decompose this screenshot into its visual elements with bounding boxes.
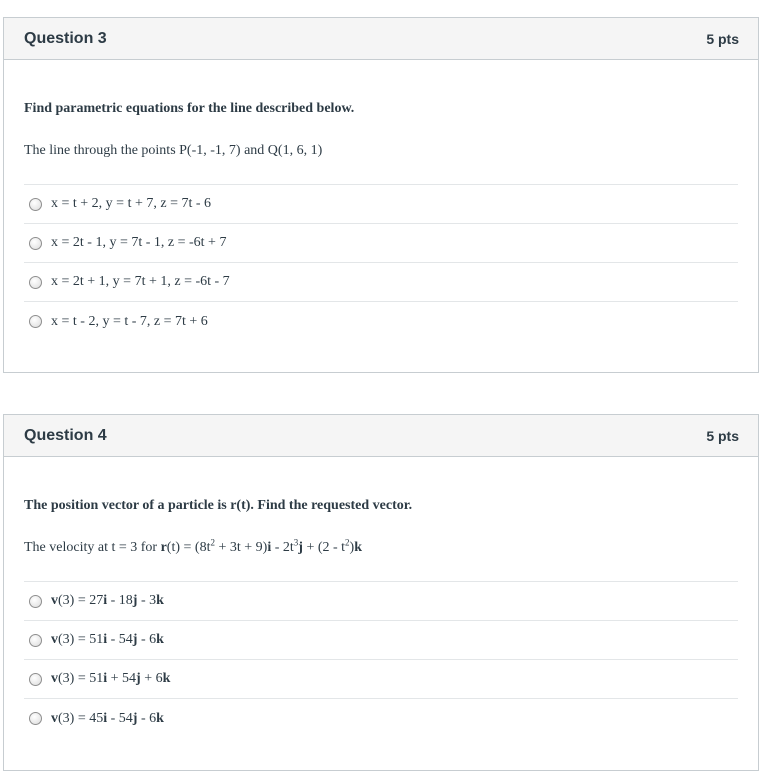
unit-vector-j: j [298,540,303,555]
answer-label: x = t - 2, y = t - 7, z = 7t + 6 [51,313,208,329]
question-header [4,18,758,60]
radio-button[interactable] [29,276,42,289]
radio-button[interactable] [29,237,42,250]
answer-option-2[interactable] [24,621,738,660]
question-points: 5 pts [706,427,739,444]
text-segment: - 2t [271,540,294,555]
question-3-card [3,17,759,373]
answer-label: x = 2t - 1, y = 7t - 1, z = -6t + 7 [51,235,227,250]
text-segment: + 3t + 9) [214,540,268,555]
radio-button[interactable] [29,712,42,725]
radio-button[interactable] [29,673,42,686]
answer-label: x = t + 2, y = t + 7, z = 7t - 6 [51,196,212,211]
question-title: Question 3 [24,29,107,47]
question-4-card [3,414,759,771]
answer-option-1[interactable] [24,582,738,621]
answer-option-3[interactable] [24,660,738,699]
answer-option-2[interactable] [24,224,738,263]
question-header [4,415,758,457]
answer-option-4[interactable] [24,302,738,341]
radio-button[interactable] [29,198,42,211]
question-text: The line through the points P(-1, -1, 7) and Q(1, 6, 1) [24,143,323,158]
text-segment: (t) = (8t [166,540,211,555]
answer-label: x = 2t + 1, y = 7t + 1, z = -6t - 7 [51,274,230,289]
exponent: 2 [210,537,215,548]
question-text [24,515,738,557]
answer-label: v(3) = 27i - 18j - 3k [51,593,164,608]
question-title: Question 4 [24,426,107,444]
answer-list [24,581,738,738]
unit-vector-k: k [354,540,363,555]
answer-option-3[interactable] [24,263,738,302]
radio-button[interactable] [29,595,42,608]
text-segment: + (2 - t [302,540,346,555]
answer-option-1[interactable] [24,185,738,224]
unit-vector-i: i [267,540,272,555]
question-prompt: The position vector of a particle is r(t). Find the requested vector. [24,498,413,513]
question-body [4,60,758,341]
exponent: 2 [345,537,350,548]
exponent: 3 [293,537,299,548]
radio-button[interactable] [29,634,42,647]
text-segment: The velocity at t = 3 for [24,540,161,555]
answer-label: v(3) = 45i - 54j - 6k [51,710,164,726]
answer-option-4[interactable] [24,699,738,738]
vector-r-symbol: r [160,540,167,555]
answer-label: v(3) = 51i - 54j - 6k [51,632,164,647]
question-body [4,457,758,738]
question-prompt: Find parametric equations for the line described below. [24,101,355,116]
text-segment: ) [349,540,355,555]
radio-button[interactable] [29,315,42,328]
question-points: 5 pts [706,30,739,47]
answer-list [24,184,738,341]
answer-label: v(3) = 51i + 54j + 6k [51,671,171,686]
